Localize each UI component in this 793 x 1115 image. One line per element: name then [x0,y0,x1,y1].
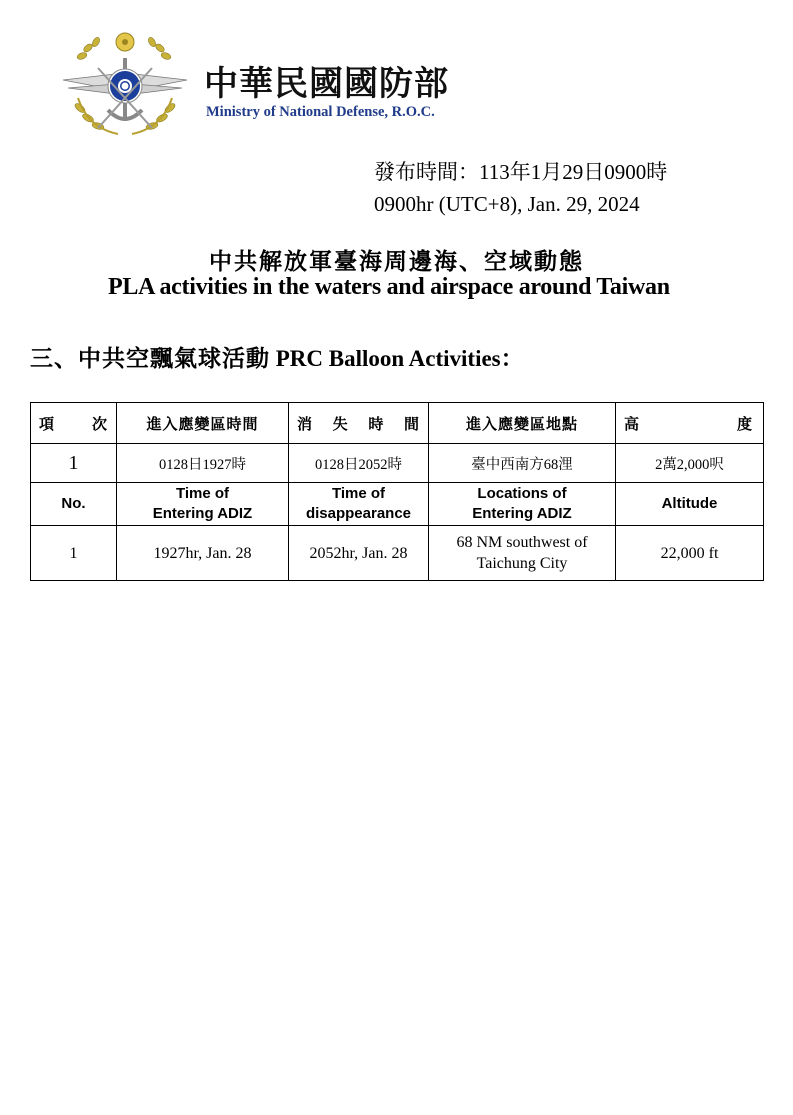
table-header-en [31,483,764,526]
cell-location-cn: 臺中西南方68浬 [429,444,616,483]
table-row [31,444,764,483]
section-prefix: 三、 [30,345,78,372]
header-no-en: No. [31,483,117,526]
header-entry-time-cn: 進入應變區時間 [117,403,289,444]
header-disappear-time-en: Time of disappearance [289,483,429,526]
cell-entry-time-en: 1927hr, Jan. 28 [117,526,289,581]
release-time-cn: 發布時間：113年1月29日0900時 [374,160,668,184]
page-title-cn: 中共解放軍臺海周邊海、空域動態 [209,248,584,275]
section-suffix: ： [500,345,525,372]
cell-no-cn: 1 [31,444,117,483]
page-title-en: PLA activities in the waters and airspace around Taiwan [108,274,670,300]
header-disappear-time-cn: 消 失 時 間 [289,403,429,444]
release-time [374,156,667,220]
header-location-cn: 進入應變區地點 [429,403,616,444]
header-entry-time-en: Time of Entering ADIZ [117,483,289,526]
letterhead [58,28,518,148]
cell-location-en: 68 NM southwest of Taichung City [429,526,616,581]
release-time-en: 0900hr (UTC+8), Jan. 29, 2024 [374,192,640,216]
table-header-cn [31,403,764,444]
cell-disappear-time-cn: 0128日2052時 [289,444,429,483]
cell-altitude-en: 22,000 ft [616,526,764,581]
cell-altitude-cn: 2萬2,000呎 [616,444,764,483]
header-no-cn: 項 次 [31,403,117,444]
header-location-en: Locations of Entering ADIZ [429,483,616,526]
ministry-emblem [58,28,198,140]
header-altitude-cn: 高 度 [616,403,764,444]
section-heading [30,340,525,373]
cell-disappear-time-en: 2052hr, Jan. 28 [289,526,429,581]
section-title-en: PRC Balloon Activities [270,346,501,371]
balloon-activity-table [30,402,764,581]
cell-no-en: 1 [31,526,117,581]
section-title-cn: 中共空飄氣球活動 [78,345,270,372]
table-row [31,526,764,581]
cell-entry-time-cn: 0128日1927時 [117,444,289,483]
org-name-en: Ministry of National Defense, R.O.C. [206,104,435,120]
header-altitude-en: Altitude [616,483,764,526]
org-name-cn: 中華民國國防部 [204,64,449,104]
